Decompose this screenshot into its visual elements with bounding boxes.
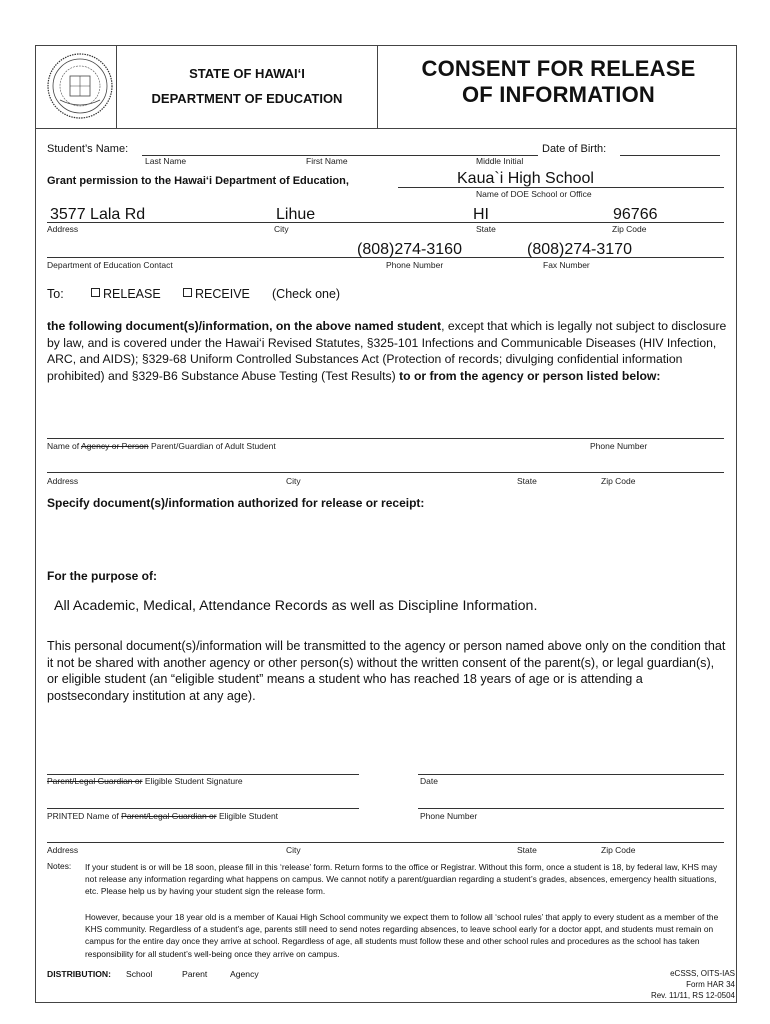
state-caption: State — [476, 224, 496, 234]
para1-bold-start: the following document(s)/information, on the above named student — [47, 319, 442, 333]
release-checkbox-box[interactable] — [91, 288, 100, 297]
printed-phone-field[interactable] — [418, 808, 724, 809]
first-name-caption: First Name — [306, 156, 348, 166]
phone-caption: Phone Number — [386, 260, 444, 270]
receive-checkbox-box[interactable] — [183, 288, 192, 297]
specify-label: Specify document(s)/information authorized for release or receipt: — [47, 496, 425, 510]
phone-value: (808)274-3160 — [357, 241, 462, 258]
agency-line2: DEPARTMENT OF EDUCATION — [151, 91, 343, 106]
purpose-value: All Academic, Medical, Attendance Records as well as Discipline Information. — [54, 598, 538, 614]
notes-paragraph-2: However, because your 18 year old is a member of Kauai High School community we expect them to follow all ‘school rules’ that apply to every student as a member of the KHS community. Regardless of a student’s age, parents still need to send notes regarding absences, to leave school early for a doctor appt, and students must remain on campus for the entire day once they arrive at school. Regardless of age, all students must follow these and other school rules and procedures as the school has taken responsibility for all student’s well-being once they arrive on campus. — [85, 912, 719, 959]
signature-caption — [47, 776, 243, 786]
zip-caption: Zip Code — [612, 224, 647, 234]
address-caption: Address — [47, 224, 79, 234]
notes-label: Notes: — [47, 861, 72, 871]
para1-middle: , except that which is legally not subject to disclosure by law, and is covered under the Hawai‘i Revised Statutes, §325-101 Infections and Communicable Diseases (HIV Infection, ARC, and AIDS); §329-68 Uniform Controlled Substances Act (Protection of records; divulging confidential information prohibited) and §329-B6 Substance Abuse Testing (Test Results) — [47, 319, 727, 383]
form-title-line2: OF INFORMATION — [461, 82, 656, 107]
agency-name-field[interactable] — [47, 438, 724, 439]
form-title-line1: CONSENT FOR RELEASE — [421, 56, 696, 81]
distribution-parent: Parent — [182, 969, 208, 979]
city-value: Lihue — [276, 206, 316, 223]
form-code-2: Form HAR 34 — [686, 980, 735, 989]
school-value: Kaua`i High School — [457, 170, 594, 187]
signature-caption-rest: Eligible Student Signature — [142, 776, 243, 786]
distribution-school: School — [126, 969, 153, 979]
agency-address-field[interactable] — [47, 472, 724, 473]
agency-state-caption: State — [517, 476, 537, 486]
last-name-caption: Last Name — [145, 156, 187, 166]
check-one-note: (Check one) — [272, 287, 341, 301]
purpose-label: For the purpose of: — [47, 569, 157, 583]
signer-state-caption: State — [517, 845, 537, 855]
student-name-label: Student’s Name: — [47, 143, 129, 155]
signer-address-field[interactable] — [47, 842, 724, 843]
dob-field[interactable] — [620, 155, 720, 156]
agency-city-caption: City — [286, 476, 301, 486]
receive-checkbox[interactable] — [183, 287, 250, 301]
transmission-paragraph: This personal document(s)/information will be transmitted to the agency or person named above only on the condition that it not be shared with another agency or other person(s) without the written consent of the parent(s), or legal guardian(s), or eligible student (an “eligible student” means a student who has reached 18 years of age or is attending a postsecondary institution at any age). — [47, 639, 726, 703]
printed-phone-caption: Phone Number — [420, 811, 478, 821]
dob-label: Date of Birth: — [542, 143, 607, 155]
signature-caption-struck: Parent/Legal Guardian or — [47, 776, 143, 786]
distribution-label: DISTRIBUTION: — [47, 969, 111, 979]
agency-phone-caption: Phone Number — [590, 441, 648, 451]
zip-value: 96766 — [613, 206, 658, 223]
signature-field[interactable] — [47, 774, 359, 775]
agency-caption-struck: Agency or Person — [81, 441, 149, 451]
printed-caption-rest: Eligible Student — [216, 811, 279, 821]
release-checkbox[interactable] — [91, 287, 161, 301]
signer-zip-caption: Zip Code — [601, 845, 636, 855]
form-code-1: eCSSS, OITS-IAS — [670, 969, 735, 978]
printed-caption-prefix: PRINTED Name of — [47, 811, 122, 821]
notes-paragraph-1: If your student is or will be 18 soon, please fill in this ‘release’ form. Return forms to the office or Registrar. Without this form, once a student is 18, by federal law, KHS may not release any information regarding what happens on campus. We cannot notify a parent/guardian regarding a student’s grades, absences, emergency health situations, etc. Please help us by having your student sign the release form. — [85, 862, 718, 897]
state-value: HI — [473, 206, 489, 223]
form-border — [35, 45, 737, 1003]
signer-address-caption: Address — [47, 845, 79, 855]
fax-value: (808)274-3170 — [527, 241, 632, 258]
disclosure-paragraph — [47, 318, 727, 384]
signer-city-caption: City — [286, 845, 301, 855]
agency-name-caption — [47, 441, 276, 451]
agency-box — [116, 45, 378, 129]
to-label: To: — [47, 287, 64, 301]
distribution-agency: Agency — [230, 969, 259, 979]
form-code-3: Rev. 11/11, RS 12-0504 — [650, 991, 735, 1000]
para1-bold-end: to or from the agency or person listed below: — [399, 368, 661, 383]
printed-name-field[interactable] — [47, 808, 359, 809]
agency-address-caption: Address — [47, 476, 79, 486]
printed-name-caption — [47, 811, 278, 821]
agency-caption-suffix: Parent/Guardian of Adult Student — [148, 441, 276, 451]
receive-label: RECEIVE — [195, 287, 250, 301]
contact-caption: Department of Education Contact — [47, 260, 173, 270]
school-caption: Name of DOE School or Office — [476, 189, 592, 199]
date-caption: Date — [420, 776, 438, 786]
state-seal-icon — [46, 52, 114, 120]
date-field[interactable] — [418, 774, 724, 775]
fax-caption: Fax Number — [543, 260, 590, 270]
agency-caption-prefix: Name of — [47, 441, 82, 451]
city-caption: City — [274, 224, 289, 234]
agency-line1: STATE OF HAWAI‘I — [189, 66, 305, 81]
release-label: RELEASE — [103, 287, 161, 301]
agency-zip-caption: Zip Code — [601, 476, 636, 486]
printed-caption-struck: Parent/Legal Guardian or — [121, 811, 217, 821]
middle-initial-caption: Middle Initial — [476, 156, 524, 166]
grant-permission-text: Grant permission to the Hawai‘i Department of Education, — [47, 175, 349, 187]
address-value: 3577 Lala Rd — [50, 206, 146, 223]
